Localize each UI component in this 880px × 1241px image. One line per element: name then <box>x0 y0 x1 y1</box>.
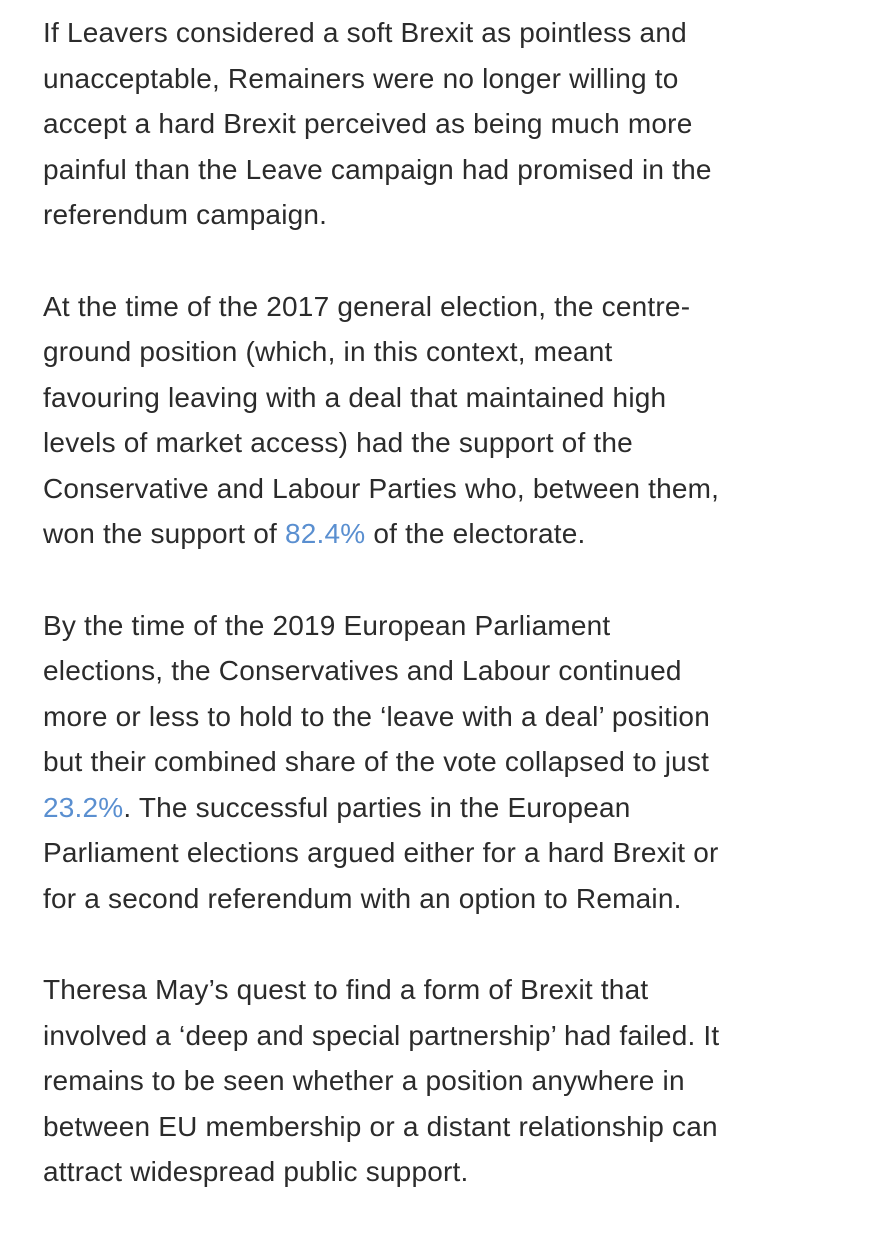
text-line: referendum campaign. <box>43 199 328 230</box>
paragraph-theresa-may <box>43 967 863 1195</box>
text-line: attract widespread public support. <box>43 1156 469 1187</box>
text-line: but their combined share of the vote collapsed to just <box>43 746 710 777</box>
text-line: favouring leaving with a deal that maintained high <box>43 381 667 413</box>
text-line: Parliament elections argued either for a hard Brexit or <box>43 837 719 868</box>
paragraph-soft-brexit <box>43 10 863 238</box>
link-23-2-percent[interactable]: 23.2% <box>43 791 124 823</box>
text-line: At the time of the 2017 general election, the centre- <box>43 290 691 322</box>
text-line: remains to be seen whether a position anywhere in <box>43 1065 685 1096</box>
text-line: painful than the Leave campaign had promised in the <box>43 153 712 185</box>
article-body <box>43 10 863 1241</box>
text-fragment: won the support of <box>43 518 285 549</box>
text-line: Conservative and Labour Parties who, between them, <box>43 472 720 504</box>
text-line: accept a hard Brexit perceived as being much more <box>43 108 693 139</box>
text-line: ground position (which, in this context, meant <box>43 336 613 367</box>
text-line: between EU membership or a distant relationship can <box>43 1110 718 1142</box>
text-fragment: of the electorate. <box>365 518 586 549</box>
text-line: more or less to hold to the ‘leave with a deal’ position <box>43 700 710 732</box>
text-line: If Leavers considered a soft Brexit as pointless and <box>43 17 687 48</box>
link-82-4-percent[interactable]: 82.4% <box>284 518 366 549</box>
paragraph-2019-european-elections <box>43 603 863 922</box>
text-line: for a second referendum with an option to Remain. <box>43 882 682 914</box>
text-line: unacceptable, Remainers were no longer willing to <box>43 62 679 94</box>
text-line: Theresa May’s quest to find a form of Brexit that <box>43 974 649 1005</box>
text-line-with-link <box>43 511 863 557</box>
text-fragment: . The successful parties in the European <box>123 791 631 823</box>
text-line: elections, the Conservatives and Labour continued <box>43 655 682 686</box>
text-line: By the time of the 2019 European Parliament <box>43 609 611 641</box>
text-line: involved a ‘deep and special partnership’ had failed. It <box>43 1019 720 1051</box>
text-line: levels of market access) had the support of the <box>43 427 633 458</box>
paragraph-2017-election <box>43 284 863 557</box>
text-line-with-link <box>43 785 863 831</box>
